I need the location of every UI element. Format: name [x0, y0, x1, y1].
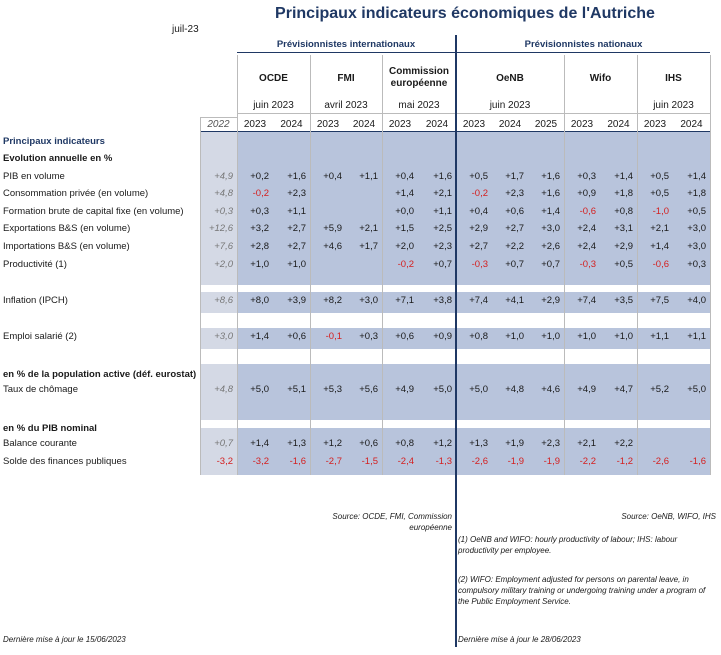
table-cell: +4,9 [577, 384, 596, 395]
row-label: Emploi salarié (2) [3, 331, 77, 342]
section-pib: en % du PIB nominal [3, 423, 97, 434]
table-cell: +2,2 [614, 438, 633, 449]
table-cell: +0,2 [250, 171, 269, 182]
table-cell: +2,0 [395, 241, 414, 252]
table-cell: +5,3 [323, 384, 342, 395]
table-cell: +1,3 [469, 438, 488, 449]
table-cell: +5,0 [687, 384, 706, 395]
table-cell: -0,2 [252, 188, 269, 199]
table-cell: +0,7 [214, 438, 233, 449]
col-divider [710, 55, 711, 475]
table-cell: +0,7 [433, 259, 452, 270]
table-cell: +0,3 [687, 259, 706, 270]
year-header: 2023 [462, 119, 486, 130]
source-national: Source: OeNB, WIFO, IHS [621, 512, 716, 521]
table-cell: +3,0 [687, 223, 706, 234]
table-cell: +1,7 [359, 241, 378, 252]
group-international: Prévisionnistes internationaux [276, 39, 416, 50]
table-cell: +7,4 [469, 295, 488, 306]
year-header: 2022 [207, 119, 230, 130]
table-cell: +2,2 [505, 241, 524, 252]
table-cell: +1,1 [433, 206, 452, 217]
table-cell: +2,3 [287, 188, 306, 199]
table-cell: +1,1 [287, 206, 306, 217]
table-cell: +2,1 [650, 223, 669, 234]
table-cell: +2,8 [250, 241, 269, 252]
table-cell: +0,6 [287, 331, 306, 342]
publication-date: juin 2023 [253, 100, 294, 111]
group-national: Prévisionnistes nationaux [524, 39, 643, 50]
table-cell: +4,6 [323, 241, 342, 252]
table-cell: +2,9 [469, 223, 488, 234]
table-cell: +7,5 [650, 295, 669, 306]
table-cell: +1,6 [433, 171, 452, 182]
table-cell: +1,8 [687, 188, 706, 199]
table-cell: +0,4 [395, 171, 414, 182]
table-cell: +0,8 [395, 438, 414, 449]
table-cell: +8,2 [323, 295, 342, 306]
table-cell: +0,8 [614, 206, 633, 217]
table-cell: +0,3 [577, 171, 596, 182]
table-cell: +5,6 [359, 384, 378, 395]
publication-date: mai 2023 [398, 100, 440, 111]
section-main: Principaux indicateurs [3, 136, 105, 147]
institution-name: OeNB [496, 73, 524, 84]
year-header: 2024 [680, 119, 703, 130]
table-cell: +1,4 [614, 171, 633, 182]
year-header: 2024 [352, 119, 376, 130]
table-cell: +2,3 [505, 188, 524, 199]
year-header: 2024 [498, 119, 522, 130]
table-cell: -2,4 [397, 456, 414, 467]
year-header: 2023 [388, 119, 412, 130]
table-cell: +2,3 [541, 438, 560, 449]
year-header: 2025 [534, 119, 558, 130]
report-date: juil-23 [172, 24, 199, 35]
year-header: 2023 [570, 119, 594, 130]
row-label: Taux de chômage [3, 384, 78, 395]
table-cell: +1,4 [395, 188, 414, 199]
section-evolution: Evolution annuelle en % [3, 153, 113, 164]
table-cell: +1,6 [541, 188, 560, 199]
table-cell: +4,8 [214, 384, 233, 395]
row-label: Balance courante [3, 438, 77, 449]
table-cell: +0,5 [687, 206, 706, 217]
pub-rule [237, 113, 710, 114]
row-label: Importations B&S (en volume) [3, 241, 130, 252]
row-label: Exportations B&S (en volume) [3, 223, 131, 234]
table-cell: +2,0 [214, 259, 233, 270]
table-cell: +2,7 [505, 223, 524, 234]
table-cell: +1,2 [323, 438, 342, 449]
table-cell: -3,2 [252, 456, 269, 467]
row-label: Productivité (1) [3, 259, 67, 270]
table-cell: +2,4 [577, 241, 596, 252]
table-cell: +0,3 [359, 331, 378, 342]
table-cell: -1,9 [543, 456, 560, 467]
table-cell: +8,6 [214, 295, 233, 306]
table-cell: +5,0 [250, 384, 269, 395]
institution-name: IHS [665, 73, 682, 84]
table-cell: +4,1 [505, 295, 524, 306]
table-cell: -2,6 [652, 456, 669, 467]
year-header: 2023 [643, 119, 667, 130]
table-cell: +2,7 [287, 223, 306, 234]
table-cell: +1,6 [287, 171, 306, 182]
table-cell: +3,0 [541, 223, 560, 234]
publication-date: juin 2023 [653, 100, 694, 111]
table-cell: +7,4 [577, 295, 596, 306]
table-cell: -1,0 [652, 206, 669, 217]
table-cell: +0,0 [395, 206, 414, 217]
institution-name: OCDE [259, 73, 288, 84]
table-cell: +5,0 [433, 384, 452, 395]
table-cell: +0,3 [214, 206, 233, 217]
row-label: PIB en volume [3, 171, 65, 182]
table-cell: +0,9 [577, 188, 596, 199]
base-rule [200, 117, 237, 118]
row-label: Inflation (IPCH) [3, 295, 68, 306]
table-cell: +2,6 [541, 241, 560, 252]
table-cell: +2,9 [614, 241, 633, 252]
table-cell: +3,2 [250, 223, 269, 234]
table-cell: +3,9 [287, 295, 306, 306]
table-cell: +1,6 [541, 171, 560, 182]
table-cell: +7,1 [395, 295, 414, 306]
table-cell: +0,5 [469, 171, 488, 182]
table-cell: -0,3 [471, 259, 488, 270]
table-cell: +2,3 [433, 241, 452, 252]
table-cell: +8,0 [250, 295, 269, 306]
table-cell: +3,0 [359, 295, 378, 306]
table-cell: -3,2 [216, 456, 233, 467]
table-cell: +3,1 [614, 223, 633, 234]
table-cell: +1,0 [287, 259, 306, 270]
table-cell: +1,4 [250, 438, 269, 449]
table-cell: +1,1 [687, 331, 706, 342]
table-cell: -1,6 [289, 456, 306, 467]
table-cell: +1,7 [505, 171, 524, 182]
table-cell: +2,4 [577, 223, 596, 234]
header-rule [237, 52, 710, 53]
last-update-national: Dernière mise à jour le 28/06/2023 [458, 635, 581, 644]
band-base-year [200, 428, 237, 475]
table-cell: +12,6 [208, 223, 233, 234]
table-cell: +2,7 [469, 241, 488, 252]
table-cell: +1,0 [614, 331, 633, 342]
table-cell: +5,0 [469, 384, 488, 395]
table-cell: -0,1 [325, 331, 342, 342]
table-cell: +0,4 [323, 171, 342, 182]
section-population: en % de la population active (déf. eurostat) [3, 369, 197, 380]
table-cell: +0,6 [505, 206, 524, 217]
table-cell: +4,9 [214, 171, 233, 182]
publication-date: avril 2023 [324, 100, 368, 111]
year-header: 2024 [425, 119, 449, 130]
year-header: 2023 [316, 119, 340, 130]
table-cell: +1,4 [687, 171, 706, 182]
table-cell: -0,6 [579, 206, 596, 217]
table-cell: +3,5 [614, 295, 633, 306]
table-cell: +1,4 [541, 206, 560, 217]
table-cell: +1,2 [433, 438, 452, 449]
table-cell: +0,6 [359, 438, 378, 449]
year-header: 2024 [607, 119, 630, 130]
table-cell: +0,3 [250, 206, 269, 217]
publication-date: juin 2023 [489, 100, 531, 111]
table-cell: +4,6 [541, 384, 560, 395]
table-cell: +0,6 [395, 331, 414, 342]
table-cell: +4,8 [214, 188, 233, 199]
table-cell: +0,4 [469, 206, 488, 217]
table-cell: -0,3 [579, 259, 596, 270]
table-cell: +1,5 [395, 223, 414, 234]
table-cell: +1,1 [650, 331, 669, 342]
col-divider [310, 55, 311, 475]
table-cell: +2,7 [287, 241, 306, 252]
footnote-2: (2) WIFO: Employment adjusted for persons on parental leave, in compulsory military training or undergoing training under a program of the Public Employment Service. [458, 575, 706, 606]
table-cell: +1,0 [577, 331, 596, 342]
table-cell: -2,2 [579, 456, 596, 467]
footnote-1: (1) OeNB and WIFO: hourly productivity of labour; IHS: labour productivity per employee. [458, 535, 678, 555]
table-cell: -1,5 [361, 456, 378, 467]
table-cell: +2,5 [433, 223, 452, 234]
table-cell: +4,0 [687, 295, 706, 306]
table-cell: +1,4 [650, 241, 669, 252]
table-cell: +0,9 [433, 331, 452, 342]
table-cell: +3,8 [433, 295, 452, 306]
table-cell: +2,1 [359, 223, 378, 234]
table-cell: -2,6 [471, 456, 488, 467]
table-cell: -0,6 [652, 259, 669, 270]
institution-name: FMI [337, 73, 355, 84]
table-cell: -1,2 [616, 456, 633, 467]
table-cell: +4,9 [395, 384, 414, 395]
table-cell: +5,9 [323, 223, 342, 234]
table-cell: +1,0 [250, 259, 269, 270]
table-cell: +5,2 [650, 384, 669, 395]
table-cell: +0,5 [650, 188, 669, 199]
table-cell: -1,6 [689, 456, 706, 467]
table-cell: +4,8 [505, 384, 524, 395]
year-header: 2024 [280, 119, 303, 130]
table-cell: +0,5 [650, 171, 669, 182]
table-cell: +1,9 [505, 438, 524, 449]
table-cell: +4,7 [614, 384, 633, 395]
table-cell: +3,0 [214, 331, 233, 342]
table-cell: +7,6 [214, 241, 233, 252]
table-cell: -2,7 [325, 456, 342, 467]
table-cell: -0,2 [471, 188, 488, 199]
page-title: Principaux indicateurs économiques de l'Autriche [275, 5, 655, 22]
row-label: Consommation privée (en volume) [3, 188, 149, 199]
table-cell: +1,1 [359, 171, 378, 182]
table-cell: +0,5 [614, 259, 633, 270]
table-cell: +5,1 [287, 384, 306, 395]
table-cell: +2,1 [433, 188, 452, 199]
table-cell: +1,0 [541, 331, 560, 342]
row-label: Formation brute de capital fixe (en volume) [3, 206, 184, 217]
table-cell: +0,7 [541, 259, 560, 270]
table-cell: +0,8 [469, 331, 488, 342]
table-cell: -0,2 [397, 259, 414, 270]
institution-name: Wifo [589, 73, 612, 84]
table-cell: +1,8 [614, 188, 633, 199]
table-cell: +2,9 [541, 295, 560, 306]
year-header: 2023 [243, 119, 267, 130]
source-international: Source: OCDE, FMI, Commission européenne [332, 512, 452, 532]
table-cell: +0,7 [505, 259, 524, 270]
band-forecast [237, 428, 710, 475]
table-cell: -1,3 [435, 456, 452, 467]
table-cell: +2,1 [577, 438, 596, 449]
row-label: Solde des finances publiques [3, 456, 127, 467]
last-update-international: Dernière mise à jour le 15/06/2023 [3, 635, 126, 644]
table-cell: +1,4 [250, 331, 269, 342]
table-cell: +3,0 [687, 241, 706, 252]
institution-name: Commission européenne [388, 66, 449, 89]
table-cell: +1,3 [287, 438, 306, 449]
table-cell: -1,9 [507, 456, 524, 467]
table-cell: +1,0 [505, 331, 524, 342]
